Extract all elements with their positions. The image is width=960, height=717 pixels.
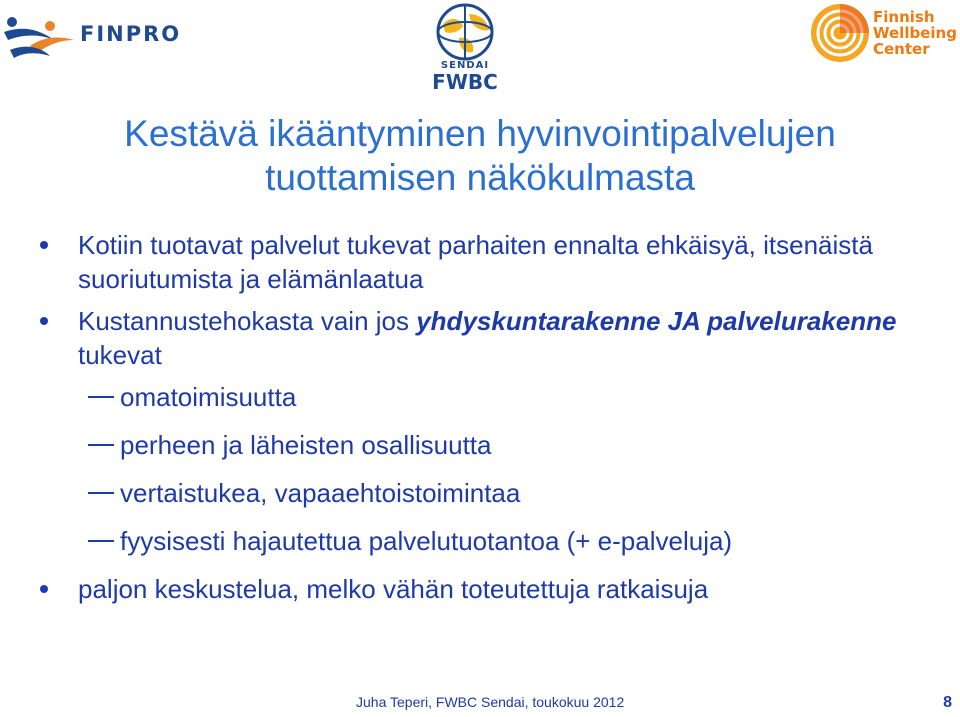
slide-title <box>0 112 960 200</box>
finpro-swoosh-icon <box>0 6 78 62</box>
bullet-item <box>40 572 940 606</box>
bullet-text-suffix: tukevat <box>78 340 162 370</box>
dash-icon <box>88 444 114 446</box>
fwc-line-2: Wellbeing <box>873 24 957 42</box>
bullet-text-emphasis: yhdyskuntarakenne JA palvelurakenne <box>416 306 897 336</box>
dash-icon <box>88 396 114 398</box>
sub-bullet-text: vertaistukea, vapaaehtoistoimintaa <box>120 478 521 508</box>
dash-icon <box>88 540 114 542</box>
slide-footer: Juha Teperi, FWBC Sendai, toukokuu 2012 <box>356 694 625 710</box>
bullet-item <box>40 228 940 296</box>
sub-bullet-item <box>40 428 940 462</box>
slide-title-line-1: Kestävä ikääntyminen hyvinvointipalvelujen <box>124 113 836 154</box>
dash-icon <box>88 492 114 494</box>
fwc-line-3: Center <box>873 40 930 58</box>
sub-bullet-item <box>40 524 940 558</box>
page-number: 8 <box>943 694 952 711</box>
bullet-dot-icon <box>40 585 48 593</box>
sub-bullet-text: perheen ja läheisten osallisuutta <box>120 430 492 460</box>
finpro-wordmark: FINPRO <box>80 22 182 46</box>
bullet-text: paljon keskustelua, melko vähän toteutettuja ratkaisuja <box>78 574 709 604</box>
bullet-text-prefix: Kustannustehokasta vain jos <box>78 306 417 336</box>
fwc-wordmark <box>873 9 957 57</box>
sub-bullet-item <box>40 476 940 510</box>
sub-bullet-item <box>40 380 940 414</box>
sun-swirl-icon <box>808 2 872 64</box>
sub-bullet-text: fyysisesti hajautettua palvelutuotantoa (+ e-palveluja) <box>120 526 733 556</box>
globe-icon <box>429 2 501 62</box>
finpro-logo <box>0 6 215 62</box>
finnish-wellbeing-center-logo <box>808 2 960 64</box>
sub-bullet-text: omatoimisuutta <box>120 382 297 412</box>
fwbc-wordmark: FWBC <box>432 70 498 94</box>
slide-title-line-2: tuottamisen näkökulmasta <box>265 157 695 198</box>
fwc-line-1: Finnish <box>873 8 935 26</box>
bullet-dot-icon <box>40 317 48 325</box>
bullet-dot-icon <box>40 241 48 249</box>
bullet-item <box>40 304 940 372</box>
bullet-text: Kotiin tuotavat palvelut tukevat parhaiten ennalta ehkäisyä, itsenäistä suoriutumista ja elämänlaatua <box>78 230 873 294</box>
fwbc-sendai-text: SENDAI <box>440 60 490 71</box>
slide-body <box>40 228 940 614</box>
fwbc-sendai-logo <box>420 2 510 102</box>
